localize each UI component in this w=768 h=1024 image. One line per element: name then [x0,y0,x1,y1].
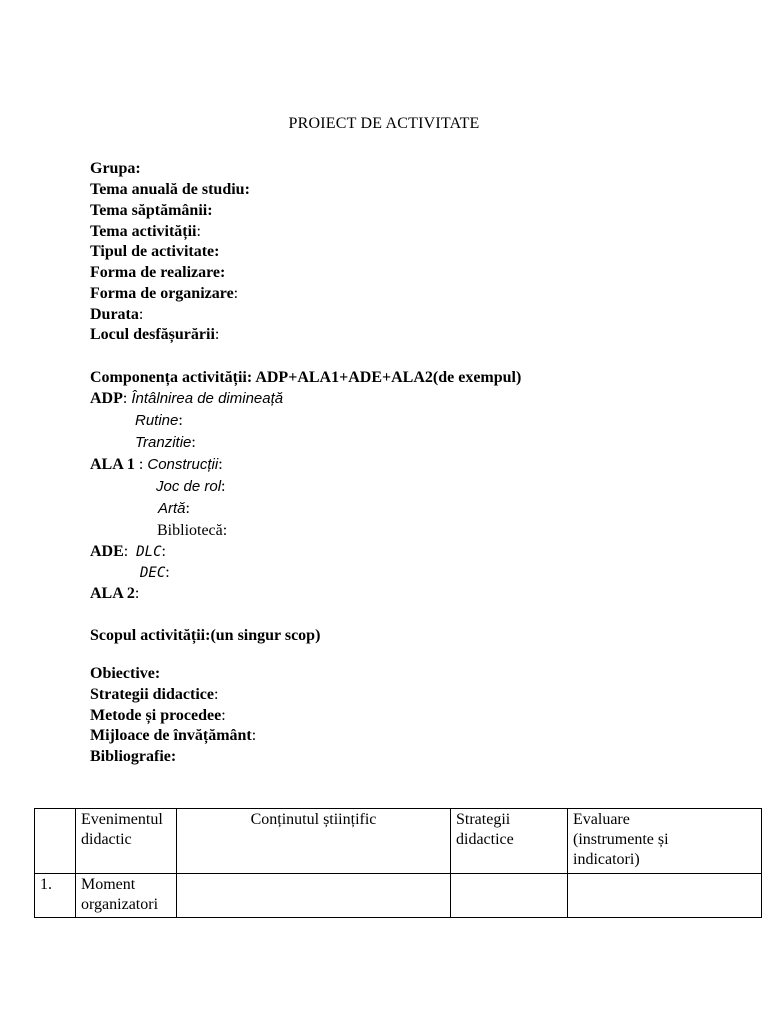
bibliografie-heading: Bibliografie: [90,748,177,765]
tranzitie-label: Tranzitie [135,434,192,451]
ade-sep: : [123,543,137,560]
row-continut-cell [177,874,451,918]
arta-colon: : [185,500,190,517]
field-forma-organizare-colon: : [233,285,239,302]
header-evaluare-line3: indicatori) [573,851,640,868]
ala1-sep: : [134,456,148,473]
ala2-colon: : [134,585,140,602]
metode-colon: : [221,707,226,724]
adp-label: ADP [90,390,123,407]
field-forma-realizare: Forma de realizare: [90,264,226,281]
header-strategii-line1: Strategii [456,811,511,828]
header-evaluare-line1: Evaluare [573,811,630,828]
biblioteca-line: Bibliotecă: [157,522,228,539]
row-evaluare-cell [568,874,762,918]
field-tema-activitatii-label: Tema activității [90,223,197,240]
strategii-colon: : [213,686,219,703]
ade-label: ADE [90,543,124,560]
strategii-heading [90,685,218,705]
header-eveniment-line2: didactic [81,831,132,848]
row-strategii-cell [451,874,568,918]
table-row [35,874,762,918]
joc-de-rol-line [156,477,226,497]
field-durata-label: Durata [90,306,139,323]
document-title: PROIECT DE ACTIVITATE [288,115,480,132]
field-tema-saptamanii: Tema săptămânii: [90,202,213,219]
scopul-heading: Scopul activității:(un singur scop) [90,627,321,644]
field-tema-anuala: Tema anuală de studiu: [90,181,250,198]
field-tema-activitatii [90,222,201,242]
arta-line [158,499,190,519]
field-locul-colon: : [214,326,220,343]
field-tipul: Tipul de activitate: [90,243,220,260]
tranzitie-colon: : [191,434,196,451]
ala2-label: ALA 2 [90,585,135,602]
header-cell-eveniment [76,809,177,874]
field-durata [90,305,143,325]
header-cell-evaluare [568,809,762,874]
row-eveniment-cell [76,874,177,918]
ala1-line [90,455,223,475]
adp-item: Întâlnirea de dimineață [131,390,284,407]
strategii-label: Strategii didactice [90,686,214,703]
joc-de-rol-label: Joc de rol [156,478,222,495]
constructii-label: Construcții [147,456,219,473]
dec-label: DEC [140,565,166,581]
ade-line [90,542,166,562]
field-locul-label: Locul desfășurării [90,326,215,343]
row-eveniment-line1: Moment [81,876,136,893]
field-forma-organizare-label: Forma de organizare [90,285,234,302]
row-eveniment-line2: organizatori [81,896,159,913]
field-grupa: Grupa: [90,160,141,177]
ala2-line [90,584,139,604]
activity-table [34,808,762,918]
dlc-label: DLC [136,544,162,560]
field-tema-activitatii-colon: : [196,223,201,240]
header-cell-nr [35,809,76,874]
mijloace-heading [90,726,256,746]
dec-line [140,563,170,583]
dec-colon: : [165,564,170,581]
adp-line [90,389,283,409]
dlc-colon: : [161,543,166,560]
field-durata-colon: : [138,306,144,323]
field-locul [90,325,219,345]
mijloace-colon: : [251,727,257,744]
header-cell-strategii [451,809,568,874]
tranzitie-line [135,433,196,453]
field-forma-organizare [90,284,238,304]
obiective-heading: Obiective: [90,665,161,682]
metode-label: Metode și procedee [90,707,222,724]
joc-de-rol-colon: : [221,478,226,495]
mijloace-label: Mijloace de învățământ [90,727,252,744]
header-evaluare-line2: (instrumente și [573,831,669,848]
constructii-colon: : [218,456,223,473]
header-cell-continut: Conținutul științific [177,809,451,874]
adp-sep: : [122,390,132,407]
rutine-line [135,411,183,431]
row-nr-cell: 1. [35,874,76,918]
header-eveniment-line1: Evenimentul [81,811,163,828]
ala1-label: ALA 1 [90,456,135,473]
rutine-colon: : [178,412,183,429]
table-header-row [35,809,762,874]
header-strategii-line2: didactice [456,831,514,848]
metode-heading [90,706,226,726]
componenta-heading: Componența activității: ADP+ALA1+ADE+ALA2(de exempul) [90,369,522,386]
arta-label: Artă [158,500,186,517]
rutine-label: Rutine [135,412,179,429]
